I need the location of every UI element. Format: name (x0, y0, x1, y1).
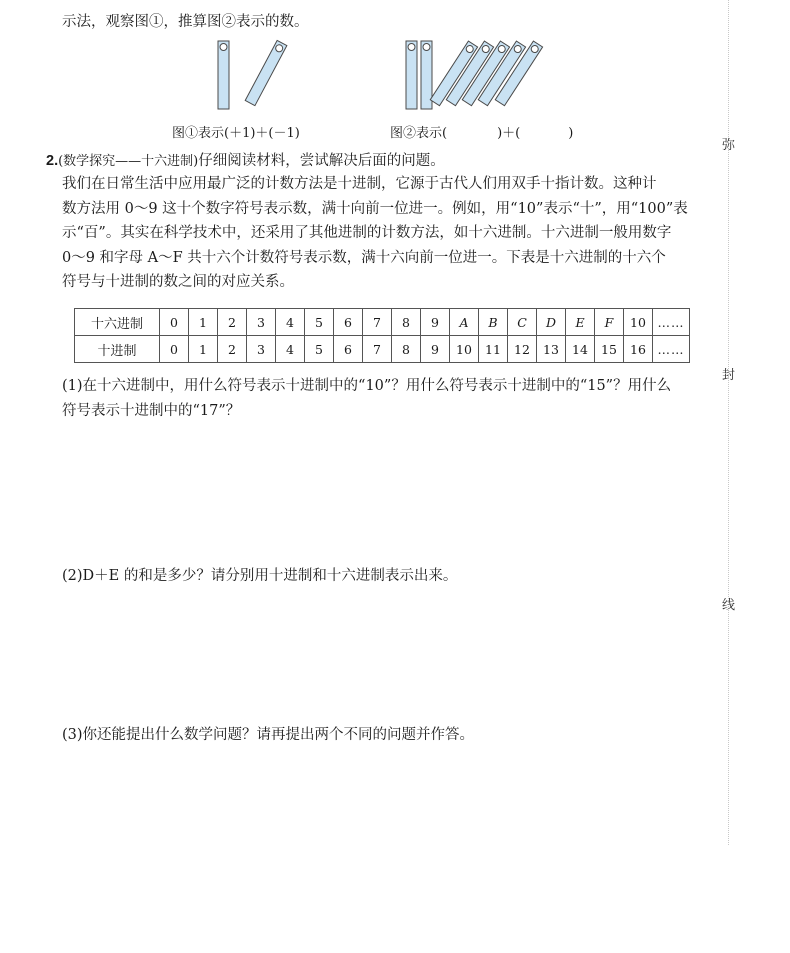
hex-cell: 9 (421, 309, 450, 336)
dec-cell: 15 (595, 336, 624, 363)
dec-cell: 0 (160, 336, 189, 363)
paragraph-line: 我们在日常生活中应用最广泛的计数方法是十进制，它源于古代人们用双手十指计数。这种计 (62, 176, 657, 192)
margin-char-mi: 弥 (722, 138, 736, 153)
dec-cell: 9 (421, 336, 450, 363)
dec-cell: 1 (189, 336, 218, 363)
hex-cell: 10 (624, 309, 653, 336)
hex-cell: D (537, 309, 566, 336)
dec-cell: 5 (305, 336, 334, 363)
margin-char-feng: 封 (722, 368, 736, 383)
paragraph-line: 0～9 和字母 A～F 共十六个计数符号表示数，满十六向前一位进一。下表是十六进制的十六个 (62, 249, 666, 266)
margin-char-xian: 线 (722, 598, 736, 613)
figure2-caption (390, 122, 573, 141)
table-row-decimal (75, 336, 690, 363)
figures-illustration (200, 38, 580, 116)
row-label-hex: 十六进制 (75, 309, 160, 336)
hex-cell: 0 (160, 309, 189, 336)
hex-cell: 1 (189, 309, 218, 336)
hex-decimal-table (74, 308, 690, 363)
hex-cell: 7 (363, 309, 392, 336)
dec-cell: 11 (479, 336, 508, 363)
sub-question-1 (62, 374, 707, 423)
question-tag: (数学探究——十六进制) (58, 154, 199, 169)
question2-heading (46, 149, 445, 170)
hex-cell: C (508, 309, 537, 336)
intro-line: 示法，观察图①，推算图②表示的数。 (62, 14, 309, 30)
sub-question-2: (2)D＋E 的和是多少？请分别用十进制和十六进制表示出来。 (62, 568, 458, 584)
figure2-caption-prefix: 图②表示( (390, 126, 448, 141)
binding-margin-line (728, 0, 729, 845)
hex-cell: B (479, 309, 508, 336)
hex-cell: A (450, 309, 479, 336)
material-paragraph (62, 172, 707, 295)
hex-cell: 2 (218, 309, 247, 336)
answer-area-3[interactable] (62, 750, 702, 900)
paragraph-line: 示“百”。其实在科学技术中，还采用了其他进制的计数方法，如十六进制。十六进制一般用数字 (62, 225, 672, 241)
answer-area-2[interactable] (62, 590, 702, 710)
figure2-caption-suffix: ) (568, 126, 574, 141)
sub-question-3: (3)你还能提出什么数学问题？请再提出两个不同的问题并作答。 (62, 727, 475, 743)
dec-cell: 8 (392, 336, 421, 363)
hex-ellipsis: …… (653, 309, 690, 336)
dec-cell: 16 (624, 336, 653, 363)
dec-cell: 3 (247, 336, 276, 363)
paragraph-line: 数方法用 0～9 这十个数字符号表示数，满十向前一位进一。例如，用“10”表示“十”，用“100”表 (62, 200, 688, 217)
row-label-decimal: 十进制 (75, 336, 160, 363)
figure2-upright-stick-1 (406, 41, 417, 109)
figure1-slanted-stick (245, 40, 287, 105)
paragraph-line: 符号与十进制的数之间的对应关系。 (62, 274, 294, 290)
hex-cell: F (595, 309, 624, 336)
hex-cell: 5 (305, 309, 334, 336)
dec-cell: 14 (566, 336, 595, 363)
hex-cell: 3 (247, 309, 276, 336)
answer-area-1[interactable] (62, 430, 702, 555)
table-row-hex (75, 309, 690, 336)
dec-cell: 2 (218, 336, 247, 363)
dec-cell: 12 (508, 336, 537, 363)
hex-cell: 8 (392, 309, 421, 336)
sub-question-1-line: (1)在十六进制中，用什么符号表示十进制中的“10”？用什么符号表示十进制中的“15”？用什么 (62, 378, 672, 394)
dec-ellipsis: …… (653, 336, 690, 363)
hex-cell: 4 (276, 309, 305, 336)
hex-cell: E (566, 309, 595, 336)
dec-cell: 6 (334, 336, 363, 363)
figure1-upright-stick (218, 41, 229, 109)
dec-cell: 13 (537, 336, 566, 363)
dec-cell: 10 (450, 336, 479, 363)
dec-cell: 4 (276, 336, 305, 363)
question-number: 2. (46, 153, 59, 169)
hex-cell: 6 (334, 309, 363, 336)
sub-question-1-line: 符号表示十进制中的“17”？ (62, 402, 241, 419)
dec-cell: 7 (363, 336, 392, 363)
question-intro: 仔细阅读材料，尝试解决后面的问题。 (198, 153, 445, 169)
figure2-caption-mid: )＋( (497, 126, 521, 141)
figure1-caption: 图①表示(＋1)＋(－1) (172, 126, 300, 141)
